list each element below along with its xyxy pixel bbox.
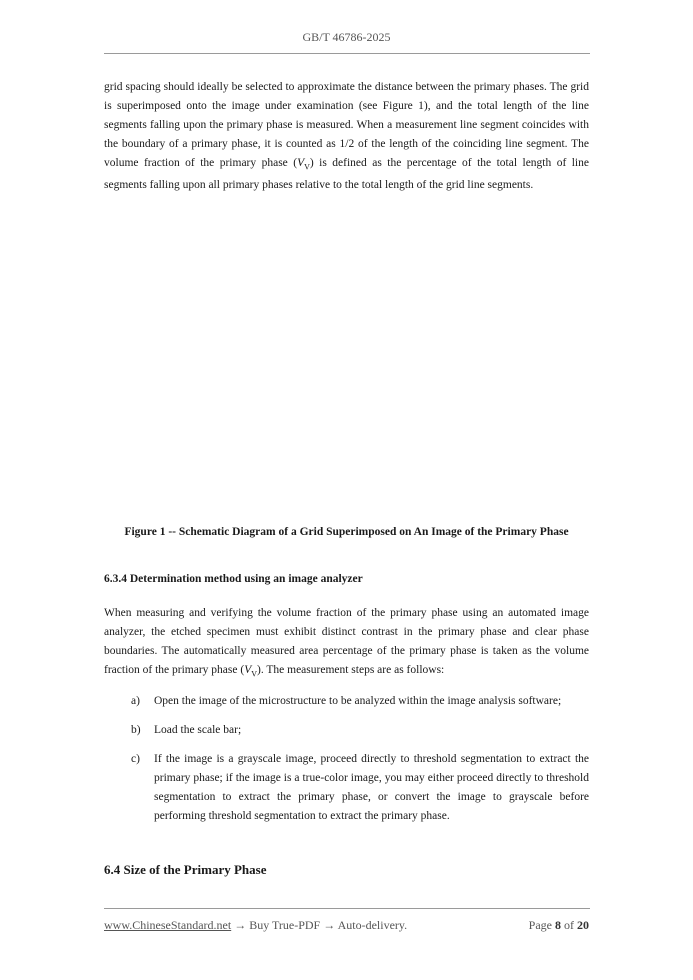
list-item bbox=[104, 721, 589, 740]
document-id-header: GB/T 46786-2025 bbox=[302, 30, 391, 44]
list-marker: c) bbox=[131, 753, 140, 765]
intro-paragraph bbox=[104, 78, 589, 195]
header-divider bbox=[104, 53, 590, 54]
list-item bbox=[104, 750, 589, 826]
section-6-3-4-paragraph bbox=[104, 604, 589, 683]
site-link[interactable]: www.ChineseStandard.net bbox=[104, 918, 232, 932]
of-label: of bbox=[564, 918, 574, 932]
footer-divider bbox=[104, 908, 590, 909]
arrow-right-icon: → bbox=[323, 918, 336, 932]
vv-subscript: V bbox=[251, 669, 257, 679]
list-marker: a) bbox=[131, 695, 140, 707]
page-label: Page bbox=[528, 918, 552, 932]
delivery-text: Auto-delivery. bbox=[337, 918, 408, 932]
buy-text: Buy True-PDF bbox=[249, 918, 321, 932]
arrow-right-icon: → bbox=[234, 918, 247, 932]
page-current: 8 bbox=[555, 918, 561, 932]
section-6-4-heading: 6.4 Size of the Primary Phase bbox=[104, 862, 267, 877]
figure-1-caption: Figure 1 -- Schematic Diagram of a Grid Superimposed on An Image of the Primary Phase bbox=[124, 526, 569, 538]
measurement-steps-list bbox=[104, 692, 589, 836]
vv-subscript: V bbox=[304, 162, 310, 172]
intro-text: grid spacing should ideally be selected to approximate the distance between the primary phases. The grid is superimposed onto the image under examination (see Figure 1), and the total length of the line segments falling upon the primary phase is measured. When a measurement line segment coincides with the boundary of a primary phase, it is counted as 1/2 of the length of the coinciding line segment. The volume fraction of the primary phase ( bbox=[104, 81, 589, 169]
section-6-3-4-heading: 6.3.4 Determination method using an image analyzer bbox=[104, 573, 363, 585]
page-total: 20 bbox=[577, 918, 589, 932]
method-text: When measuring and verifying the volume fraction of the primary phase using an automated image analyzer, the etched specimen must exhibit distinct contrast in the primary phase and clear phase boundaries. The automatically measured area percentage of the primary phase is taken as the volume fraction of the primary phase ( bbox=[104, 607, 589, 676]
list-marker: b) bbox=[131, 724, 141, 736]
vv-symbol: V bbox=[244, 664, 252, 676]
method-text-end: ). The measurement steps are as follows: bbox=[257, 664, 445, 676]
list-item bbox=[104, 692, 589, 711]
vv-symbol: V bbox=[297, 157, 305, 169]
list-text: Open the image of the microstructure to be analyzed within the image analysis software; bbox=[154, 695, 562, 707]
intro-text-end: ) is defined as the percentage of the total length of line segments falling upon all primary phases relative to the total length of the grid line segments. bbox=[104, 157, 589, 192]
page-number bbox=[529, 918, 589, 933]
list-text: Load the scale bar; bbox=[154, 724, 242, 736]
figure-1-blank-area bbox=[104, 215, 589, 515]
footer-promo bbox=[104, 918, 407, 933]
list-text: If the image is a grayscale image, proceed directly to threshold segmentation to extract the primary phase; if the image is a true-color image, you may either proceed directly to threshold segmentation to extract the primary phase, or convert the image to grayscale before performing threshold segmentation to extract the primary phase. bbox=[154, 753, 589, 822]
